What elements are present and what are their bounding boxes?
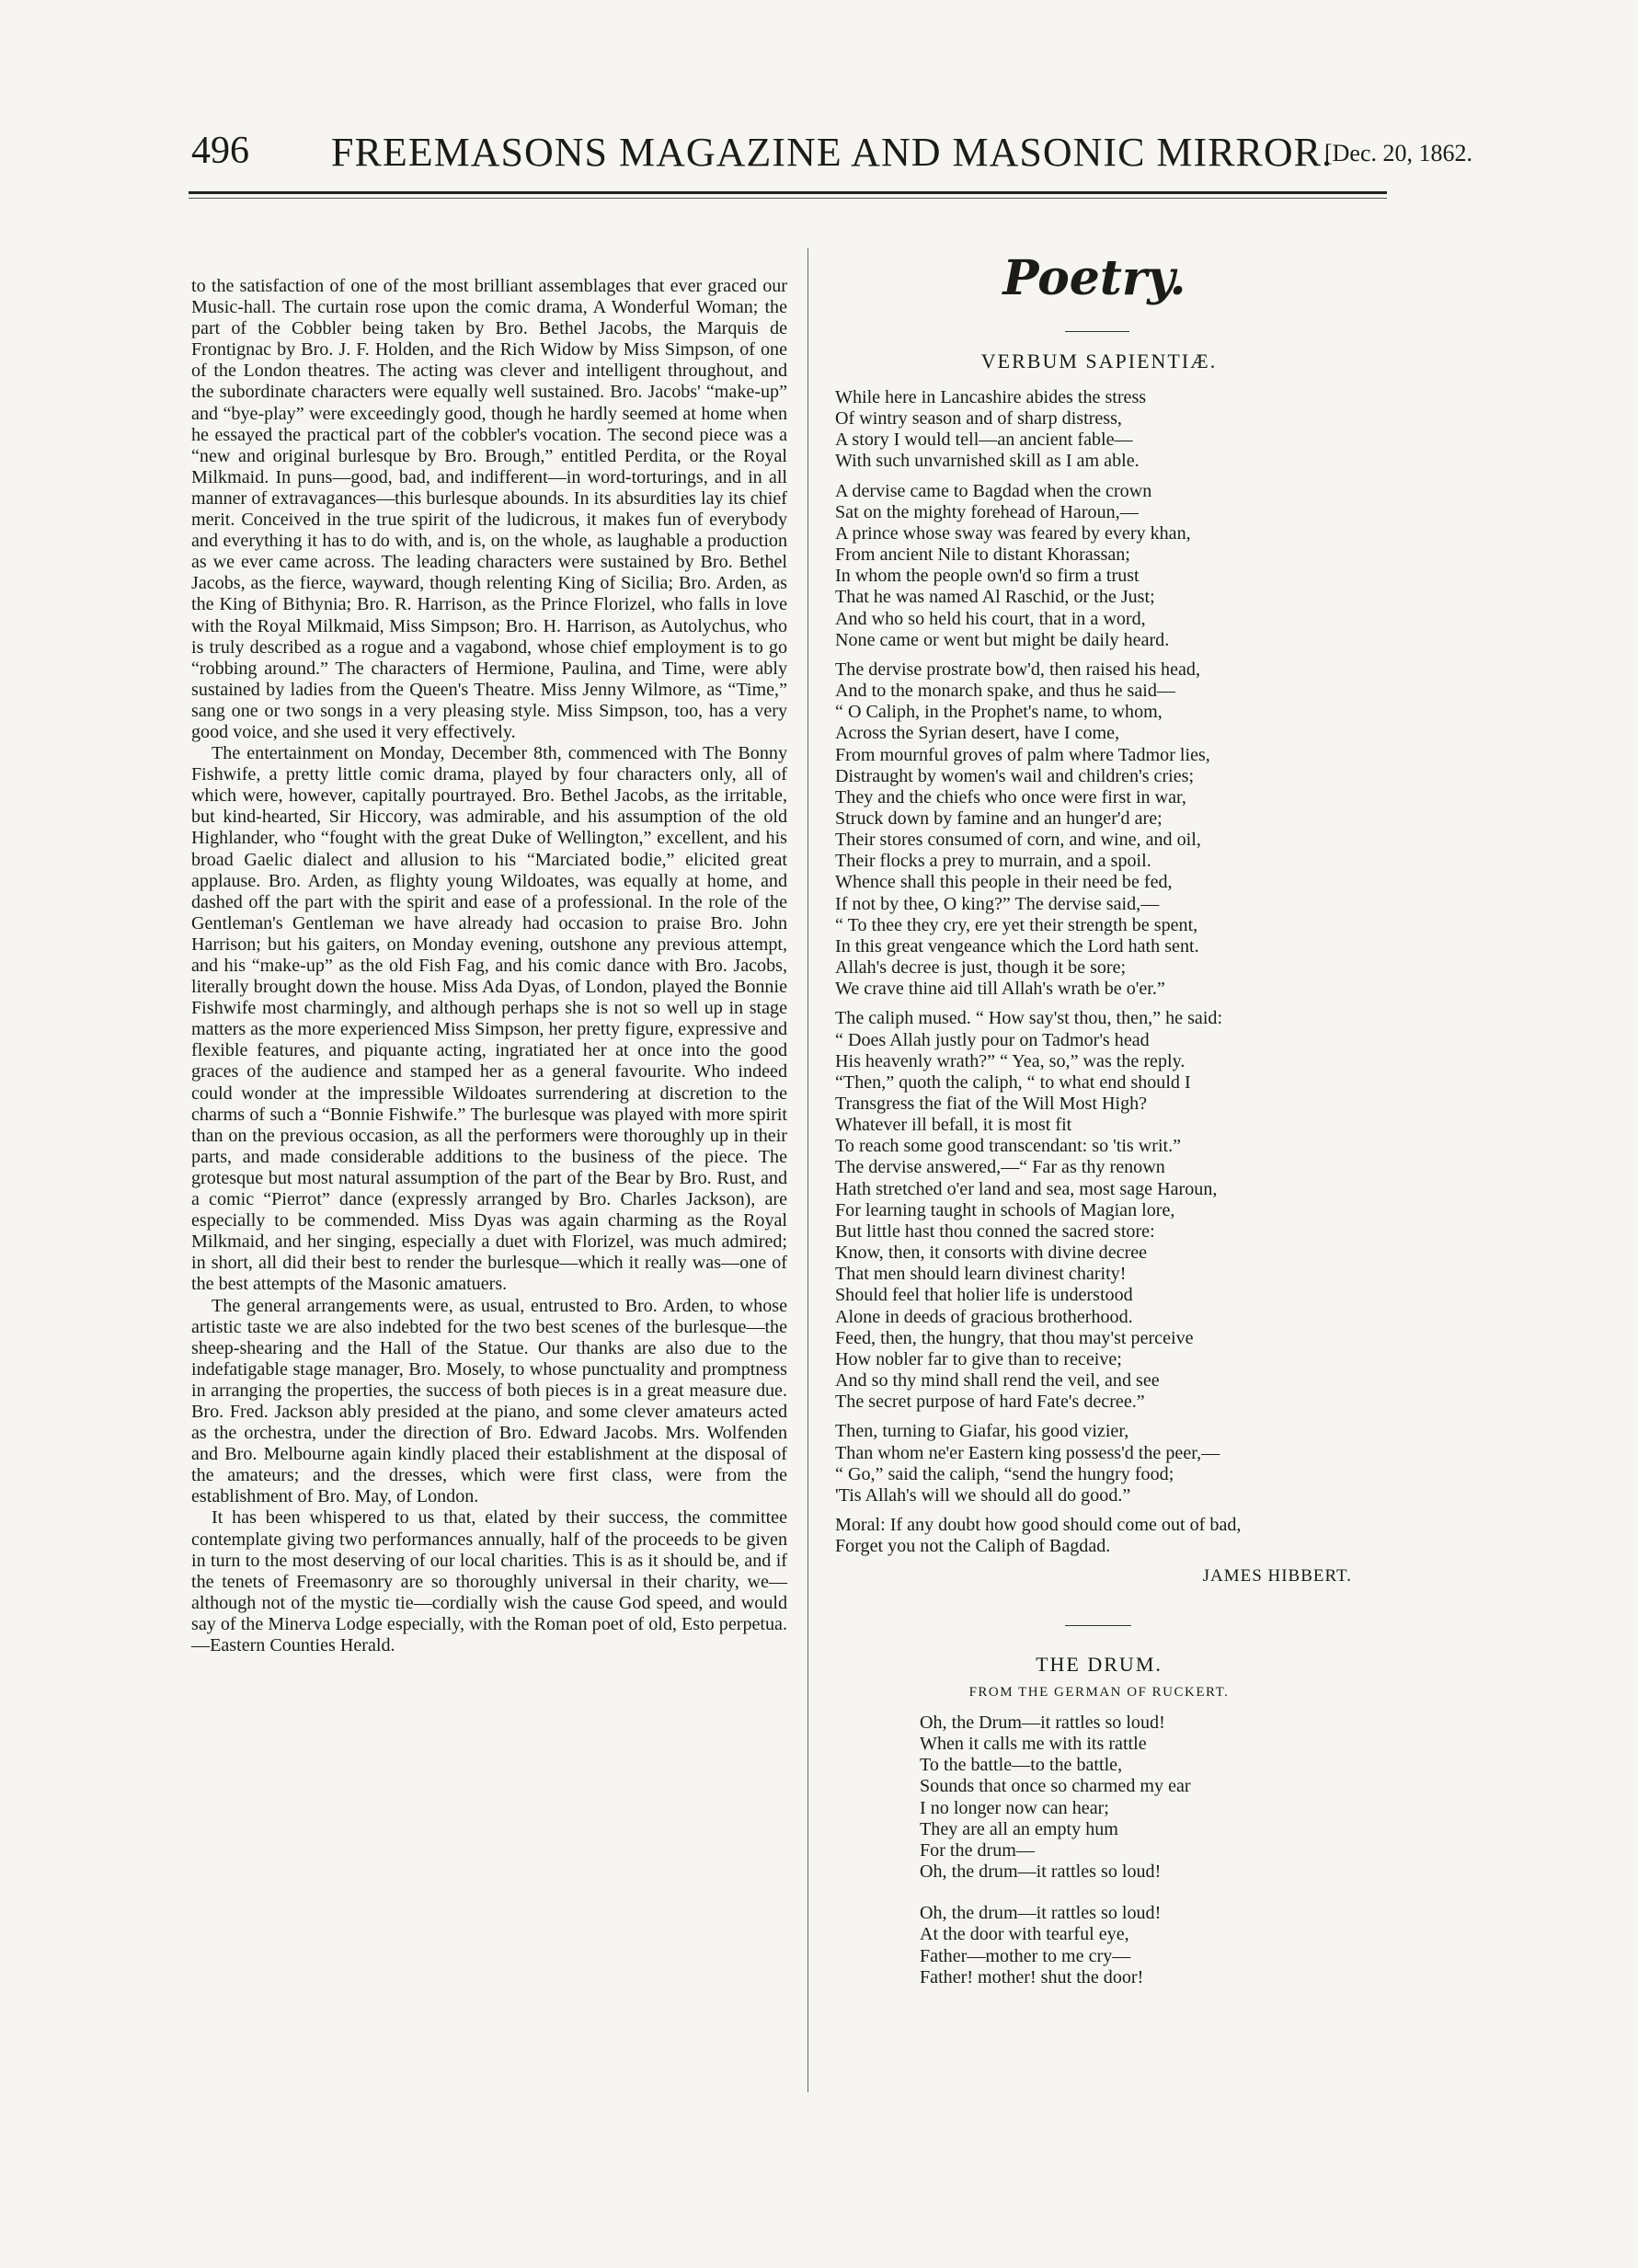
poem-stanza	[835, 387, 1369, 473]
poem-line: That he was named Al Raschid, or the Just;	[835, 587, 1155, 608]
poem-line: Whatever ill befall, it is most fit	[835, 1115, 1072, 1136]
poem-separator-rule	[1065, 1625, 1131, 1626]
poem-line: Transgress the fiat of the Will Most High?	[835, 1094, 1148, 1114]
poem-line: And so thy mind shall rend the veil, and see	[835, 1370, 1160, 1392]
poem-stanza	[835, 659, 1369, 1001]
poem-line: A dervise came to Bagdad when the crown	[835, 480, 1152, 501]
poem-line: Struck down by famine and an hunger'd are;	[835, 808, 1163, 829]
poem-line: Sat on the mighty forehead of Haroun,—	[835, 501, 1139, 522]
poem-line: Know, then, it consorts with divine decree	[835, 1243, 1148, 1264]
poem-line: In this great vengeance which the Lord hath sent.	[835, 935, 1199, 956]
poem-verbum-sapientiae	[835, 387, 1369, 1565]
poem-line: A prince whose sway was feared by every khan,	[835, 522, 1191, 544]
page-number: 496	[191, 130, 249, 172]
poem-line: The dervise answered,—“ Far as thy renown	[835, 1157, 1165, 1178]
poem-line: Whence shall this people in their need be fed,	[835, 872, 1173, 893]
poem-line: Alone in deeds of gracious brotherhood.	[835, 1306, 1133, 1327]
poem-line: Father—mother to me cry—	[920, 1945, 1131, 1966]
poem-stanza	[920, 1903, 1361, 1988]
poem-line: We crave thine aid till Allah's wrath be o'er.”	[835, 979, 1165, 1000]
article-paragraph: The entertainment on Monday, December 8th, commenced with The Bonny Fishwife, a pretty little comic drama, played by four characters only, all of which were, however, capitally pourtrayed. Bro. Bethel Jacobs, as the irritable, but kind-hearted, Sir Hiccory, was admirable, and his assumption of the old Highlander, who “fought with the great Duke of Wellington,” excellent, and his broad Gaelic dialect and allusion to his “Marciated bodie,” elicited great applause. Bro. Arden, as flighty young Wildoates, was equally at home, and dashed off the part with the spirit and ease of a professional. In the role of the Gentleman's Gentleman we have already had occasion to praise Bro. John Harrison; but his gaiters, on Monday evening, outshone any previous attempt, and his “make-up” as the old Fish Fag, and his comic dance with Bro. Jacobs, literally brought down the house. Miss Ada Dyas, of London, played the Bonnie Fishwife most charmingly, and although perhaps she is not so well up in stage matters as the more experienced Miss Simpson, her pretty figure, expressive and flexible features, and piquante acting, ingratiated her at once into the good graces of the audience and stamped her as a general favourite. Who indeed could wonder at the impressible Wildoates surrendering at discretion to the charms of such a “Bonnie Fishwife.” The burlesque was played with more spirit than on the previous occasion, as all the performers were thoroughly up in their parts, and made considerable additions to the business of the piece. The grotesque but most natural assumption of the part of the Bear by Bro. Rust, and a comic “Pierrot” dance (expressly arranged by Bro. Charles Jackson), are especially to be commended. Miss Dyas was again charming as the Royal Milkmaid, and her singing, especially a duet with Florizel, was much admired; in short, all did their best to render the burlesque—which it really was—one of the best attempts of the Masonic amatuers.	[191, 743, 787, 1295]
poem-author: JAMES HIBBERT.	[1202, 1566, 1352, 1586]
poem-line: And who so held his court, that in a word,	[835, 608, 1146, 629]
poem-line: But little hast thou conned the sacred store:	[835, 1220, 1155, 1242]
poem-line: To the battle—to the battle,	[920, 1755, 1123, 1776]
poem-line: The dervise prostrate bow'd, then raised his head,	[835, 659, 1200, 680]
poem-line: At the door with tearful eye,	[920, 1924, 1129, 1945]
poem-line: For learning taught in schools of Magian lore,	[835, 1199, 1175, 1220]
poem-line: Allah's decree is just, though it be sore;	[835, 957, 1127, 979]
poem-line: When it calls me with its rattle	[920, 1734, 1147, 1755]
poem-line: Then, turning to Giafar, his good vizier,	[835, 1421, 1129, 1442]
poem-line: In whom the people own'd so firm a trust	[835, 566, 1140, 587]
poem-title-drum: THE DRUM.	[1036, 1653, 1163, 1676]
issue-date: [Dec. 20, 1862.	[1324, 140, 1473, 166]
poem-stanza	[920, 1712, 1361, 1883]
poem-line: “ Go,” said the caliph, “send the hungry food;	[835, 1463, 1174, 1484]
section-heading-poetry: Poetry.	[1002, 250, 1186, 306]
poem-line: Distraught by women's wail and children's cries;	[835, 765, 1195, 786]
poem-line: From mournful groves of palm where Tadmor lies,	[835, 744, 1210, 765]
poem-stanza	[835, 1515, 1369, 1557]
poem-line: For the drum—	[920, 1839, 1036, 1861]
poem-line: “Then,” quoth the caliph, “ to what end should I	[835, 1071, 1191, 1093]
poem-line: Than whom ne'er Eastern king possess'd the peer,—	[835, 1442, 1220, 1463]
poem-line: None came or went but might be daily heard.	[835, 629, 1170, 650]
masthead-title: FREEMASONS MAGAZINE AND MASONIC MIRROR.	[331, 130, 1334, 175]
poem-line: “ To thee they cry, ere yet their strength be spent,	[835, 914, 1198, 935]
poem-line: While here in Lancashire abides the stress	[835, 387, 1147, 407]
poem-line: Should feel that holier life is understood	[835, 1285, 1133, 1306]
poem-stanza	[835, 1421, 1369, 1506]
poem-line: “ O Caliph, in the Prophet's name, to whom,	[835, 702, 1163, 723]
poem-line: Hath stretched o'er land and sea, most sage Haroun,	[835, 1178, 1218, 1199]
header-rule-thin	[189, 198, 1387, 199]
poem-line: They and the chiefs who once were first in war,	[835, 786, 1186, 808]
poem-line: Forget you not the Caliph of Bagdad.	[835, 1536, 1111, 1557]
poem-line: Across the Syrian desert, have I come,	[835, 723, 1120, 744]
poem-line: They are all an empty hum	[920, 1818, 1118, 1839]
poem-stanza	[835, 481, 1369, 651]
poem-line: Sounds that once so charmed my ear	[920, 1776, 1191, 1797]
article-paragraph: It has been whispered to us that, elated by their success, the committee contemplate giving two performances annually, half of the proceeds to be given in turn to the most deserving of our local charities. This is as it should be, and if the tenets of Freemasonry are so thoroughly universal in their charity, we—although not of the mystic tie—cordially wish the cause God speed, and would say of the Minerva Lodge especially, with the Roman poet of old, Esto perpetua.—Eastern Counties Herald.	[191, 1507, 787, 1655]
section-rule	[1065, 331, 1129, 332]
poem-line: Oh, the Drum—it rattles so loud!	[920, 1712, 1165, 1733]
poem-line: 'Tis Allah's will we should all do good.”	[835, 1484, 1131, 1506]
article-paragraph: The general arrangements were, as usual, entrusted to Bro. Arden, to whose artistic taste we are also indebted for the two best scenes of the burlesque—the sheep-shearing and the Hall of the Statue. Our thanks are also due to the indefatigable stage manager, Bro. Mosely, to whose punctuality and promptness in arranging the properties, the success of both pieces is in a great measure due. Bro. Fred. Jackson ably presided at the piano, and some clever amateurs acted as the orchestra, under the direction of Bro. Edward Jacobs. Mrs. Wolfenden and Bro. Melbourne again kindly placed their establishment at the disposal of the amateurs; and the dresses, which were first class, were from the establishment of Bro. May, of London.	[191, 1295, 787, 1507]
article-paragraph: to the satisfaction of one of the most brilliant assemblages that ever graced our Music-hall. The curtain rose upon the comic drama, A Wonderful Woman; the part of the Cobbler being taken by Bro. Bethel Jacobs, the Marquis de Frontignac by Bro. J. F. Holden, and the Rich Widow by Miss Simpson, of one of the London theatres. The acting was clever and intelligent throughout, and the subordinate characters were equally well sustained. Bro. Jacobs' “make-up” and “bye-play” were exceedingly good, though he hardly seemed at home when he essayed the practical part of the cobbler's vocation. The second piece was a “new and original burlesque by Bro. Brough,” entitled Perdita, or the Royal Milkmaid. In puns—good, bad, and indifferent—in word-torturings, and in all manner of extravagances—this burlesque abounds. In its absurdities lay its chief merit. Conceived in the true spirit of the ludicrous, it makes fun of everybody and everything it has to do with, and is, on the whole, as laughable a production as we ever came across. The leading characters were sustained by Bro. Bethel Jacobs, as the fierce, wayward, though relenting King of Sicilia; Bro. Arden, as the King of Bithynia; Bro. R. Harrison, as the Prince Florizel, who falls in love with the Royal Milkmaid, Miss Simpson; Bro. H. Harrison, as Autolychus, who is truly described as a rogue and a vagabond, whose chief employment is to go “robbing around.” The characters of Hermione, Paulina, and Time, were ably sustained by ladies from the Queen's Theatre. Miss Jenny Wilmore, as “Time,” sang one or two songs in a very pleasing style. Miss Simpson, too, has a very good voice, and she used it very effectively.	[191, 276, 787, 742]
poem-line: I no longer now can hear;	[920, 1797, 1109, 1818]
poem-line: Of wintry season and of sharp distress,	[835, 408, 1122, 430]
poem-line: Oh, the drum—it rattles so loud!	[920, 1903, 1162, 1924]
poem-line: Their stores consumed of corn, and wine, and oil,	[835, 830, 1201, 851]
poem-line: Father! mother! shut the door!	[920, 1966, 1144, 1987]
poem-subtitle-drum: FROM THE GERMAN OF RUCKERT.	[968, 1685, 1230, 1700]
poem-line: The caliph mused. “ How say'st thou, then,” he said:	[835, 1008, 1223, 1029]
poem-line: A story I would tell—an ancient fable—	[835, 430, 1133, 451]
poem-stanza	[835, 1008, 1369, 1413]
poem-line: To reach some good transcendant: so 'tis writ.”	[835, 1136, 1182, 1157]
poem-line: Moral: If any doubt how good should come out of bad,	[835, 1514, 1242, 1535]
poem-line: And to the monarch spake, and thus he said—	[835, 681, 1175, 702]
poem-line: With such unvarnished skill as I am able.	[835, 451, 1140, 472]
poem-line: The secret purpose of hard Fate's decree.”	[835, 1392, 1145, 1413]
poem-line: Oh, the drum—it rattles so loud!	[920, 1861, 1162, 1883]
poem-line: Their flocks a prey to murrain, and a spoil.	[835, 851, 1151, 872]
poem-line: How nobler far to give than to receive;	[835, 1348, 1122, 1369]
poem-line: “ Does Allah justly pour on Tadmor's head	[835, 1029, 1150, 1050]
poem-line: Feed, then, the hungry, that thou may'st perceive	[835, 1327, 1194, 1348]
poem-title-verbum: VERBUM SAPIENTIÆ.	[980, 349, 1218, 372]
article-column	[191, 276, 787, 1656]
poem-line: If not by thee, O king?” The dervise said,—	[835, 893, 1160, 914]
poem-line: From ancient Nile to distant Khorassan;	[835, 544, 1130, 566]
poem-the-drum	[920, 1712, 1361, 2009]
poem-line: His heavenly wrath?” “ Yea, so,” was the reply.	[835, 1050, 1186, 1071]
header-rule-thick	[189, 191, 1387, 194]
poem-line: That men should learn divinest charity!	[835, 1264, 1127, 1285]
